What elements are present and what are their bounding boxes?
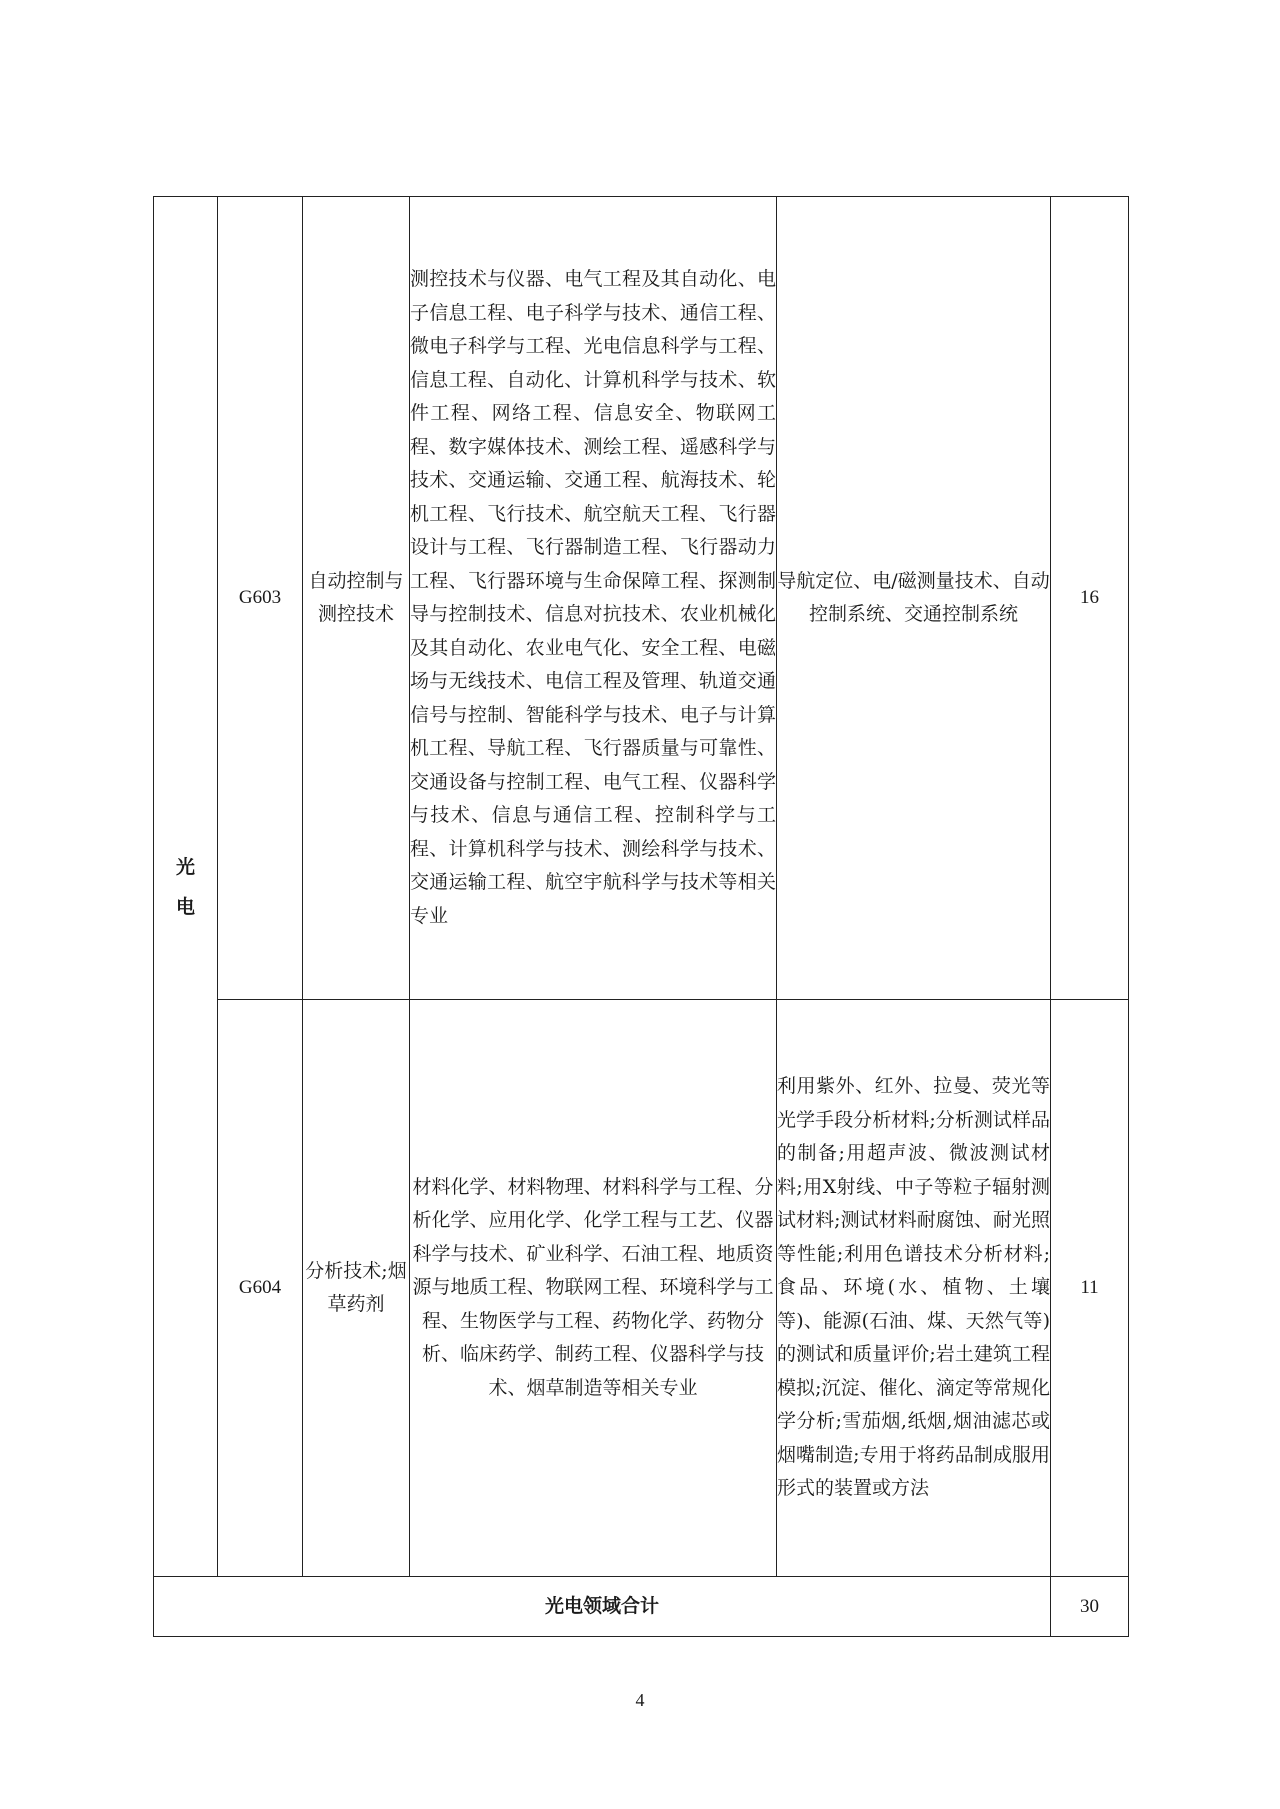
total-row bbox=[154, 1577, 1129, 1637]
count-cell: 11 bbox=[1051, 1000, 1129, 1577]
field-cell bbox=[154, 197, 218, 1577]
name-cell: 分析技术;烟草药剂 bbox=[303, 1000, 410, 1577]
majors-cell: 材料化学、材料物理、材料科学与工程、分析化学、应用化学、化学工程与工艺、仪器科学与技术、矿业科学、石油工程、地质资源与地质工程、物联网工程、环境科学与工程、生物医学与工程、药物化学、药物分析、临床药学、制药工程、仪器科学与技术、烟草制造等相关专业 bbox=[410, 1000, 777, 1577]
scope-cell: 导航定位、电/磁测量技术、自动控制系统、交通控制系统 bbox=[777, 197, 1051, 1000]
name-cell: 自动控制与测控技术 bbox=[303, 197, 410, 1000]
majors-cell: 测控技术与仪器、电气工程及其自动化、电子信息工程、电子科学与技术、通信工程、微电子科学与工程、光电信息科学与工程、信息工程、自动化、计算机科学与技术、软件工程、网络工程、信息安全、物联网工程、数字媒体技术、测绘工程、遥感科学与技术、交通运输、交通工程、航海技术、轮机工程、飞行技术、航空航天工程、飞行器设计与工程、飞行器制造工程、飞行器动力工程、飞行器环境与生命保障工程、探测制导与控制技术、信息对抗技术、农业机械化及其自动化、农业电气化、安全工程、电磁场与无线技术、电信工程及管理、轨道交通信号与控制、智能科学与技术、电子与计算机工程、导航工程、飞行器质量与可靠性、交通设备与控制工程、电气工程、仪器科学与技术、信息与通信工程、控制科学与工程、计算机科学与技术、测绘科学与技术、交通运输工程、航空宇航科学与技术等相关专业 bbox=[410, 197, 777, 1000]
page-number: 4 bbox=[635, 1690, 645, 1710]
code-cell: G603 bbox=[218, 197, 303, 1000]
field-label-char: 电 bbox=[175, 895, 195, 918]
field-label bbox=[154, 847, 217, 927]
total-value: 30 bbox=[1051, 1577, 1129, 1637]
table-row bbox=[154, 197, 1129, 1000]
specialty-table bbox=[153, 196, 1129, 1637]
table-row bbox=[154, 1000, 1129, 1577]
count-cell: 16 bbox=[1051, 197, 1129, 1000]
code-cell: G604 bbox=[218, 1000, 303, 1577]
field-label-char: 光 bbox=[175, 855, 195, 878]
total-label: 光电领域合计 bbox=[154, 1577, 1051, 1637]
scope-cell: 利用紫外、红外、拉曼、荧光等光学手段分析材料;分析测试样品的制备;用超声波、微波测试材料;用X射线、中子等粒子辐射测试材料;测试材料耐腐蚀、耐光照等性能;利用色谱技术分析材料;食品、环境(水、植物、土壤等)、能源(石油、煤、天然气等)的测试和质量评价;岩土建筑工程模拟;沉淀、催化、滴定等常规化学分析;雪茄烟,纸烟,烟油滤芯或烟嘴制造;专用于将药品制成服用形式的装置或方法 bbox=[777, 1000, 1051, 1577]
